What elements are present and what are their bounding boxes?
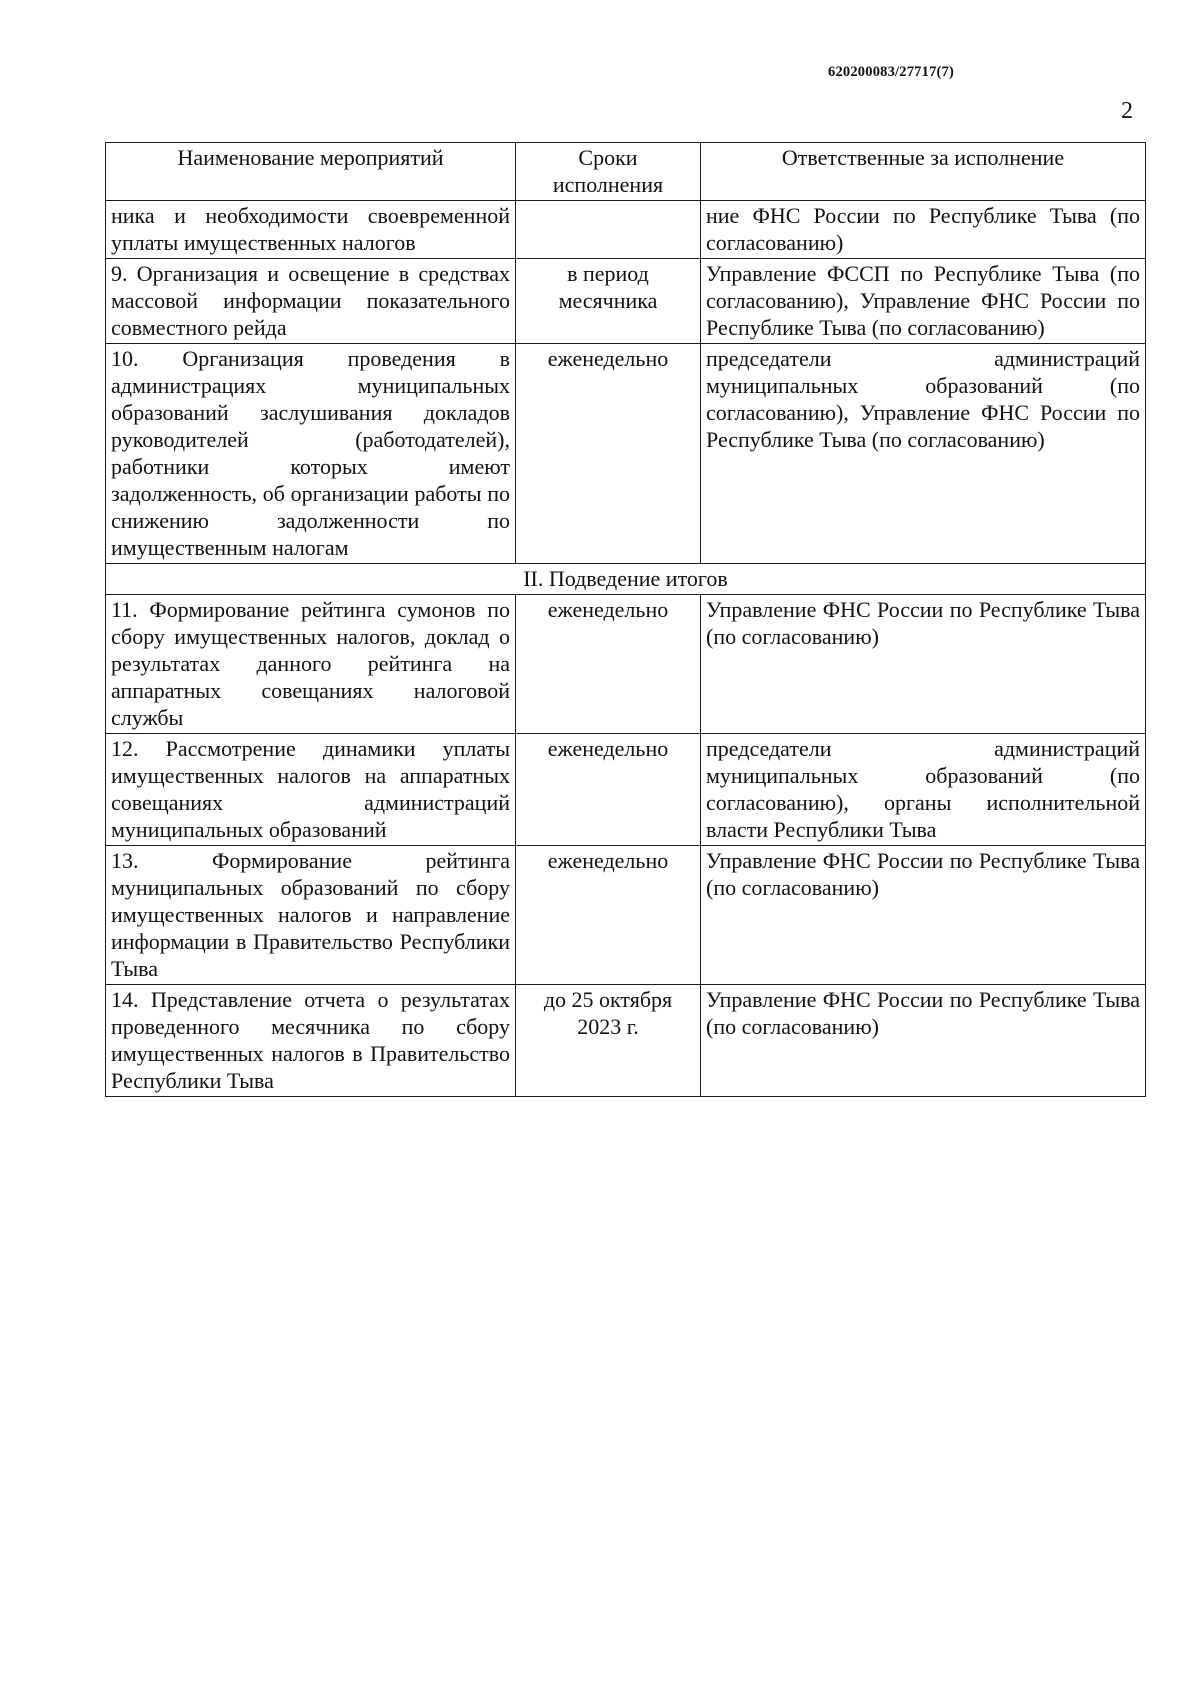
section-title: II. Подведение итогов <box>106 564 1146 595</box>
measures-table <box>105 142 1146 1097</box>
cell-deadline: еженедельно <box>516 846 701 985</box>
table-row <box>106 344 1146 564</box>
cell-responsible: Управление ФНС России по Республике Тыва (по согласованию) <box>701 985 1146 1097</box>
cell-responsible: Управление ФССП по Республике Тыва (по согласованию), Управление ФНС России по Республике Тыва (по согласованию) <box>701 259 1146 344</box>
table-row <box>106 595 1146 734</box>
cell-measure: 14. Представление отчета о результатах проведенного месячника по сбору имущественных налогов в Правительство Республики Тыва <box>106 985 516 1097</box>
document-registration-number: 620200083/27717(7) <box>828 64 955 80</box>
page-number: 2 <box>1121 98 1133 124</box>
cell-deadline: до 25 октября 2023 г. <box>516 985 701 1097</box>
table-row <box>106 259 1146 344</box>
cell-deadline <box>516 201 701 259</box>
cell-measure: 11. Формирование рейтинга сумонов по сбору имущественных налогов, доклад о результатах данного рейтинга на аппаратных совещаниях налоговой службы <box>106 595 516 734</box>
cell-deadline: в период месячника <box>516 259 701 344</box>
cell-measure: 9. Организация и освещение в средствах массовой информации показательного совместного рейда <box>106 259 516 344</box>
column-header-responsible: Ответственные за исполнение <box>701 143 1146 201</box>
cell-deadline: еженедельно <box>516 734 701 846</box>
table-row <box>106 846 1146 985</box>
cell-measure: ника и необходимости своевременной уплаты имущественных налогов <box>106 201 516 259</box>
table-row <box>106 734 1146 846</box>
cell-measure: 12. Рассмотрение динамики уплаты имущественных налогов на аппаратных совещаниях администраций муниципальных образований <box>106 734 516 846</box>
table-row-continuation <box>106 201 1146 259</box>
cell-measure: 13. Формирование рейтинга муниципальных образований по сбору имущественных налогов и направление информации в Правительство Республики Тыва <box>106 846 516 985</box>
section-row <box>106 564 1146 595</box>
table-row <box>106 985 1146 1097</box>
cell-responsible: председатели администраций муниципальных образований (по согласованию), органы исполнительной власти Республики Тыва <box>701 734 1146 846</box>
table-header-row <box>106 143 1146 201</box>
cell-responsible: председатели администраций муниципальных образований (по согласованию), Управление ФНС России по Республике Тыва (по согласованию) <box>701 344 1146 564</box>
cell-deadline: еженедельно <box>516 344 701 564</box>
cell-responsible: Управление ФНС России по Республике Тыва (по согласованию) <box>701 595 1146 734</box>
cell-deadline: еженедельно <box>516 595 701 734</box>
cell-responsible: Управление ФНС России по Республике Тыва (по согласованию) <box>701 846 1146 985</box>
cell-responsible: ние ФНС России по Республике Тыва (по согласованию) <box>701 201 1146 259</box>
column-header-measures: Наименование мероприятий <box>106 143 516 201</box>
cell-measure: 10. Организация проведения в администрациях муниципальных образований заслушивания докладов руководителей (работодателей), работники которых имеют задолженность, об организации работы по снижению задолженности по имущественным налогам <box>106 344 516 564</box>
column-header-deadlines: Сроки исполнения <box>516 143 701 201</box>
